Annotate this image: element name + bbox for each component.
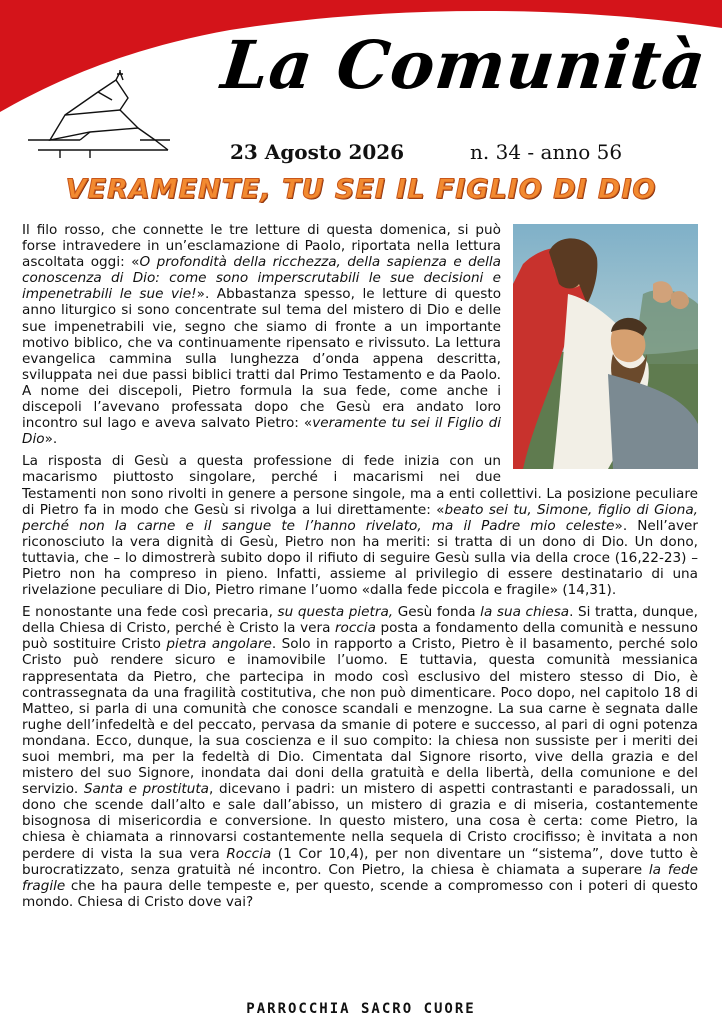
jesus-and-peter-illustration — [513, 224, 698, 469]
masthead-title: La Comunità — [217, 26, 710, 104]
paragraph-2: La risposta di Gesù a questa professione di fede inizia con un macarismo piuttosto singolare, perché i macarismi nei due Testamenti non sono rivolti in genere a persone singole, ma a enti collettivi. La posizione peculiare di Pietro fa in modo che Gesù si rivolga a lui direttamente: «beato sei tu, Simone, figlio di Giona, perché non la carne e il sangue te l’hanno rivelato, ma il Padre mio celeste». Nell’aver riconosciuto la vera dignità di Gesù, Pietro non ha meriti: si tratta di un dono di Dio. Un dono, tuttavia, che – lo dimostrerà subito dopo il rifiuto di seguire Gesù sulla via della croce (16,22-23) – Pietro non ha compreso in pieno. Infatti, assieme al privilegio di essere destinatario di una rivelazione peculiare di Dio, Pietro rimane l’uomo «dalla fede piccola e fragile» (14,31). — [22, 453, 698, 599]
issue-date: 23 Agosto 2026 — [230, 140, 405, 164]
article-body — [22, 222, 698, 916]
issue-number: n. 34 - anno 56 — [470, 140, 623, 164]
paragraph-1: Il filo rosso, che connette le tre letture di questa domenica, si può forse intravedere in un’esclamazione di Paolo, riportata nella lettura ascoltata oggi: «O profondità della ricchezza, della sapienza e della conoscenza di Dio: come sono imperscrutabili le sue decisioni e impenetrabili le sue vie!». Abbastanza spesso, le letture di questo anno liturgico si sono concentrate sul tema del mistero di Dio e delle sue impenetrabili vie, segno che siamo di fronte a un importante motivo biblico, che va continuamente ripensato e rivissuto. La lettura evangelica cammina sulla lunghezza d’onda appena descritta, sviluppata nei due passi biblici tratti dal Primo Testamento e da Paolo. A nome dei discepoli, Pietro formula la sua fede, come anche i discepoli l’avevano professata dopo che Gesù era andato loro incontro sul lago e aveva salvato Pietro: «veramente tu sei il Figlio di Dio». — [22, 222, 502, 448]
footer-parish-name: PARROCCHIA SACRO CUORE — [246, 1001, 476, 1017]
church-logo — [20, 70, 175, 165]
paragraph-3: E nonostante una fede così precaria, su questa pietra, Gesù fonda la sua chiesa. Si tratta, dunque, della Chiesa di Cristo, perché è Cristo la vera roccia posta a fondamento della comunità e nessuno può sostituire Cristo pietra angolare. Solo in rapporto a Cristo, Pietro è il basamento, perché solo Cristo può rendere sicuro e inamovibile l’uomo. E tuttavia, questa comunità messianica rappresentata da Pietro, che partecipa in modo così esclusivo del mistero stesso di Dio, è contrassegnata da una fragilità costitutiva, che non può dimenticare. Poco dopo, nel capitolo 18 di Matteo, si parla di una comunità che conosce scandali e menzogne. La sua carne è segnata dalle rughe dell’infedeltà e del peccato, pervasa da smanie di potere e successo, al pari di ogni potenza mondana. Ecco, dunque, la sua coscienza e il suo compito: la chiesa non sussiste per i meriti dei suoi membri, ma per la fedeltà di Dio. Cimentata dal Signore risorto, vive della grazia e del mistero del suo Signore, inondata dai doni della gratuità e della libertà, della comunione e del servizio. Santa e prostituta, dicevano i padri: un mistero di aspetti contrastanti e paradossali, un dono che scende dall’alto e sale dall’abisso, un mistero di grazia e di miseria, costantemente bisognosa di misericordia e conversione. In questo mistero, una cosa è certa: come Pietro, la chiesa è chiamata a rinnovarsi costantemente nella sequela di Cristo crocifisso; è invitata a non perdere di vista la sua vera Roccia (1 Cor 10,4), per non diventare un “sistema”, dove tutto è burocratizzato, senza gratuità né incontro. Con Pietro, la chiesa è chiamata a superare la fede fragile che ha paura delle tempeste e, per questo, scende a compromesso con i poteri di questo mondo. Chiesa di Cristo dove vai? — [22, 604, 698, 910]
article-headline: VERAMENTE, TU SEI IL FIGLIO DI DIO — [65, 174, 657, 205]
